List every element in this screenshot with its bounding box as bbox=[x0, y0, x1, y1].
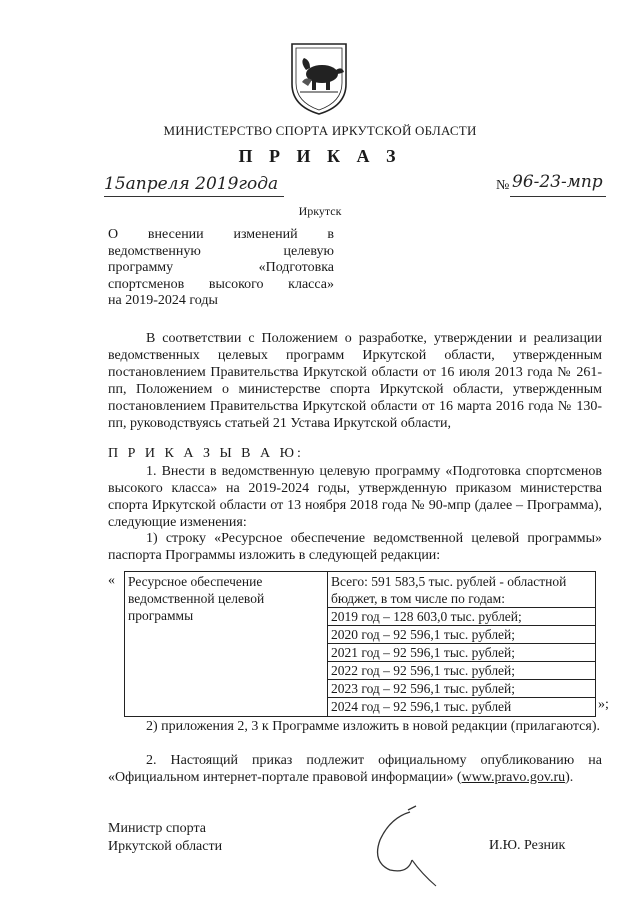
signatory-title-line: Министр спорта bbox=[108, 821, 206, 836]
preamble-paragraph: В соответствии с Положением о разработке, утверждении и реализации ведомственных целевых программ Иркутской области, утвержденным постановлением Правительства Иркутской области от 16 июля 2013 года № 261-пп, Положением о министерстве спорта Иркутской области, утвержденным постановлением Правительства Иркутской области от 16 марта 2016 года № 130-пп, руководствуясь статьей 21 Устава Иркутской области, bbox=[108, 331, 602, 431]
item-1-2-paragraph: 2) приложения 2, 3 к Программе изложить в новой редакции (прилагаются). bbox=[146, 719, 600, 734]
resource-label-cell: Ресурсное обеспечение ведомственной целевой программы bbox=[125, 572, 328, 717]
resource-table bbox=[124, 571, 596, 717]
handwritten-signature bbox=[350, 800, 460, 890]
quote-open: « bbox=[108, 573, 115, 588]
subject-line: О внесении изменений в bbox=[108, 227, 334, 242]
subject-line: программу «Подготовка bbox=[108, 260, 334, 275]
coat-of-arms-icon bbox=[286, 40, 352, 116]
item-2-paragraph bbox=[108, 752, 602, 786]
signatory-title-line: Иркутской области bbox=[108, 839, 223, 854]
number-prefix: № bbox=[496, 178, 510, 193]
signatory-title bbox=[108, 820, 222, 856]
quote-close: »; bbox=[598, 697, 609, 712]
signatory-name: И.Ю. Резник bbox=[489, 838, 566, 853]
resource-line: 2020 год – 92 596,1 тыс. рублей; bbox=[328, 626, 595, 644]
subject-block bbox=[108, 227, 334, 310]
item-1-1-paragraph bbox=[108, 530, 602, 564]
handwritten-date: 15апреля 2019года bbox=[104, 174, 279, 194]
order-word: П Р И К А З Ы В А Ю: bbox=[108, 446, 304, 461]
date-underline bbox=[104, 196, 284, 197]
item-2-end: ). bbox=[565, 770, 574, 785]
pravo-link[interactable]: www.pravo.gov.ru bbox=[461, 770, 566, 785]
ministry-name: МИНИСТЕРСТВО СПОРТА ИРКУТСКОЙ ОБЛАСТИ bbox=[163, 123, 477, 138]
resource-line: Всего: 591 583,5 тыс. рублей - областной бюджет, в том числе по годам: bbox=[328, 573, 595, 608]
subject-line: на 2019-2024 годы bbox=[108, 293, 218, 308]
resource-line: 2023 год – 92 596,1 тыс. рублей; bbox=[328, 680, 595, 698]
subject-line: ведомственную целевую bbox=[108, 243, 334, 259]
table-row bbox=[125, 572, 596, 717]
number-underline bbox=[510, 196, 606, 197]
city: Иркутск bbox=[298, 204, 342, 218]
resource-line: 2021 год – 92 596,1 тыс. рублей; bbox=[328, 644, 595, 662]
document-title: П Р И К А З bbox=[238, 146, 402, 166]
resource-line: 2024 год – 92 596,1 тыс. рублей bbox=[331, 699, 512, 714]
resource-value-cell bbox=[328, 572, 596, 717]
item-1-paragraph: 1. Внести в ведомственную целевую программу «Подготовка спортсменов высокого класса» на 2019-2024 годы, утвержденную приказом министерства спорта Иркутской области от 13 ноября 2018 года № 90-мпр (далее – Программа), следующие изменения: bbox=[108, 464, 602, 530]
subject-line: спортсменов высокого класса» bbox=[108, 276, 334, 292]
item-1-1-text: 1) строку «Ресурсное обеспечение ведомственной целевой программы» паспорта Программы изложить в следующей редакции: bbox=[108, 531, 602, 563]
resource-line: 2019 год – 128 603,0 тыс. рублей; bbox=[328, 608, 595, 626]
handwritten-number: 96-23-мпр bbox=[512, 172, 603, 192]
item-2-text: 2. Настоящий приказ подлежит официальному опубликованию на «Официальном интернет-портале правовой информации» ( bbox=[108, 753, 602, 785]
resource-line: 2022 год – 92 596,1 тыс. рублей; bbox=[328, 662, 595, 680]
